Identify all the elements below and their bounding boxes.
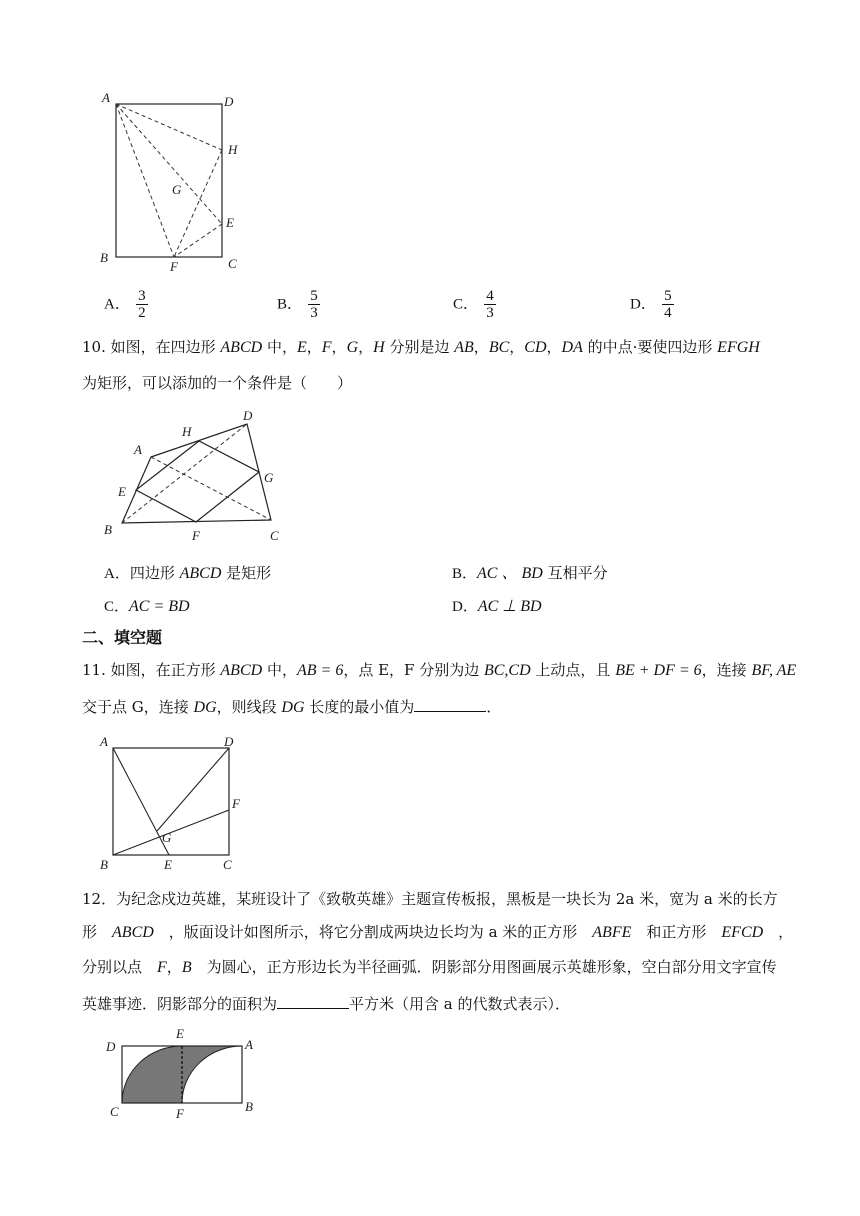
fraction: $\frac{4}{3}$ <box>484 288 496 321</box>
segment-ae <box>116 104 222 224</box>
label-b: B <box>100 857 108 872</box>
label-d: D <box>224 94 234 109</box>
segment-dg <box>157 748 229 831</box>
q9-option-b[interactable]: B． $\frac{5}{3}$ <box>277 288 320 321</box>
label-d: D <box>106 1039 116 1054</box>
figure-q10 <box>98 404 298 550</box>
label-h: H <box>182 424 192 439</box>
q12-stem-line2: 形 ABCD ，版面设计如图所示，将它分割成两块边长均为 a 米的正方形 ABFE 和正方形 EFCD ， <box>82 923 794 941</box>
label-a: A <box>134 442 142 457</box>
label-f: F <box>170 259 178 274</box>
label-b: B <box>245 1099 253 1114</box>
q11-stem-line2: 交于点 G，连接 DG，则线段 DG 长度的最小值为 ． <box>82 698 502 716</box>
label-d: D <box>243 408 253 423</box>
label-g: G <box>172 182 182 197</box>
label-f: F <box>192 528 200 543</box>
q10-option-d[interactable]: D．AC ⊥ BD <box>452 598 542 615</box>
q10-option-a[interactable]: A．四边形 ABCD 是矩形 <box>104 564 272 582</box>
answer-blank[interactable] <box>277 1008 349 1009</box>
figure-q11 <box>98 728 258 874</box>
label-a: A <box>100 734 108 749</box>
label-e: E <box>226 215 234 230</box>
fraction: $\frac{3}{2}$ <box>136 288 148 321</box>
fraction: $\frac{5}{4}$ <box>662 288 674 321</box>
label-c: C <box>110 1104 119 1119</box>
figure-q9 <box>98 90 258 275</box>
label-b: B <box>100 250 108 265</box>
q11-stem-line1: 11. 如图，在正方形 ABCD 中，AB = 6，点 E，F 分别为边 BC,CD 上动点，且 BE + DF = 6，连接 BF, AE <box>82 661 797 679</box>
section-heading: 二、填空题 <box>82 628 163 647</box>
fraction: $\frac{5}{3}$ <box>308 288 320 321</box>
segment-ae <box>113 748 169 855</box>
label-e: E <box>118 484 126 499</box>
segment-ah <box>116 104 222 150</box>
label-g: G <box>264 470 274 485</box>
q12-stem-line4: 英雄事迹．阴影部分的面积为 平方米（用含 a 的代数式表示）． <box>82 995 570 1013</box>
label-a: A <box>245 1037 253 1052</box>
label-f: F <box>232 796 240 811</box>
q10-stem-line1: 10. 如图，在四边形 ABCD 中，E，F，G，H 分别是边 AB，BC，CD，DA 的中点·要使四边形 EFGH <box>82 338 760 356</box>
q12-stem-line3: 分别以点 F，B 为圆心，正方形边长为半径画弧．阴影部分用图画展示英雄形象，空白部分用文字宣传 <box>82 958 777 976</box>
label-c: C <box>228 256 237 271</box>
q12-stem-line1: 12．为纪念戍边英雄，某班设计了《致敬英雄》主题宣传板报，黑板是一块长为 2a 米，宽为 a 米的长方 <box>82 890 778 908</box>
label-h: H <box>228 142 238 157</box>
q9-option-d[interactable]: D． $\frac{5}{4}$ <box>630 288 674 321</box>
q10-stem-line2: 为矩形，可以添加的一个条件是（ ） <box>82 374 353 392</box>
quad-abcd <box>122 424 271 523</box>
q9-option-a[interactable]: A． $\frac{3}{2}$ <box>104 288 148 321</box>
label-g: G <box>162 830 172 845</box>
q10-option-b[interactable]: B．AC 、 BD 互相平分 <box>452 564 608 582</box>
figure-q12 <box>100 1024 265 1124</box>
label-e: E <box>164 857 172 872</box>
label-f: F <box>176 1106 184 1121</box>
answer-blank[interactable] <box>414 711 486 712</box>
label-a: A <box>102 90 110 105</box>
label-b: B <box>104 522 112 537</box>
shaded-region <box>122 1046 242 1103</box>
label-c: C <box>223 857 232 872</box>
label-d: D <box>224 734 234 749</box>
q9-option-c[interactable]: C． $\frac{4}{3}$ <box>453 288 496 321</box>
segment-af <box>116 104 174 257</box>
q10-option-c[interactable]: C．AC = BD <box>104 598 190 615</box>
label-c: C <box>270 528 279 543</box>
label-e: E <box>176 1026 184 1041</box>
